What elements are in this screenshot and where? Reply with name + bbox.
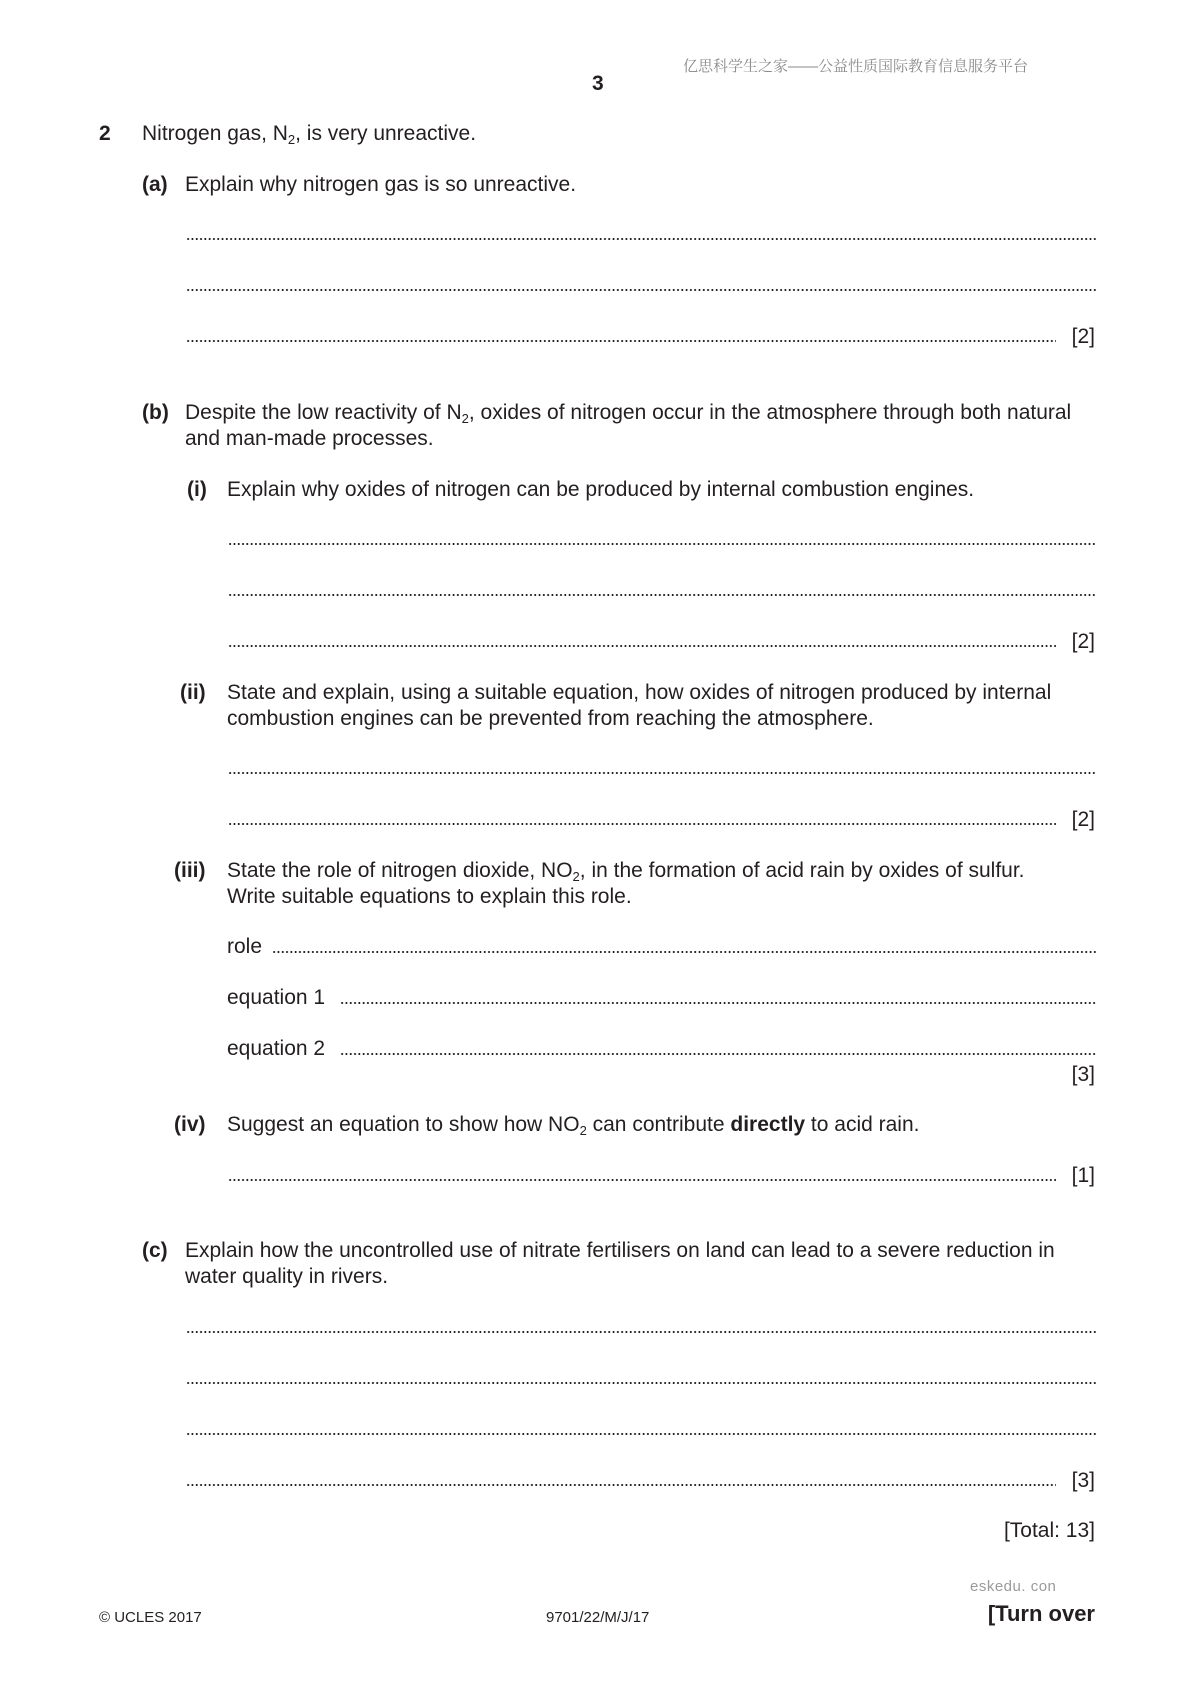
answer-line[interactable] bbox=[228, 1179, 1056, 1181]
role-label: role bbox=[227, 935, 263, 958]
part-b-i-marks: [2] bbox=[1071, 630, 1095, 653]
part-b-ii-label: (ii) bbox=[180, 681, 206, 704]
answer-line[interactable] bbox=[186, 238, 1096, 240]
part-b-label: (b) bbox=[142, 401, 169, 424]
part-c-text-line2: water quality in rivers. bbox=[185, 1265, 389, 1288]
part-c-text-line1: Explain how the uncontrolled use of nitrate fertilisers on land can lead to a severe reduction in bbox=[185, 1239, 1055, 1262]
answer-line[interactable] bbox=[186, 1433, 1096, 1435]
answer-line[interactable] bbox=[186, 289, 1096, 291]
header-watermark: 亿思科学生之家——公益性质国际教育信息服务平台 bbox=[683, 58, 1029, 75]
part-c-label: (c) bbox=[142, 1239, 168, 1262]
part-c-marks: [3] bbox=[1071, 1469, 1095, 1492]
answer-line[interactable] bbox=[228, 543, 1096, 545]
answer-line[interactable] bbox=[186, 1382, 1096, 1384]
total-marks: [Total: 13] bbox=[1003, 1519, 1095, 1542]
question-number: 2 bbox=[99, 122, 111, 145]
part-b-iv-label: (iv) bbox=[174, 1113, 206, 1136]
part-a-marks: [2] bbox=[1071, 325, 1095, 348]
part-b-ii-text-line1: State and explain, using a suitable equation, how oxides of nitrogen produced by internal bbox=[227, 681, 1052, 704]
page-number: 3 bbox=[592, 72, 604, 95]
part-b-ii-marks: [2] bbox=[1071, 808, 1095, 831]
part-b-text-line2: and man-made processes. bbox=[185, 427, 434, 450]
answer-line[interactable] bbox=[186, 340, 1056, 342]
equation-2-answer-line[interactable] bbox=[340, 1053, 1096, 1055]
part-b-i-text: Explain why oxides of nitrogen can be produced by internal combustion engines. bbox=[227, 478, 975, 501]
equation-1-answer-line[interactable] bbox=[340, 1002, 1096, 1004]
part-b-iv-text: Suggest an equation to show how $NO_2$ can contribute directly to acid rain. bbox=[227, 1113, 920, 1138]
part-b-text-line1: Despite the low reactivity of $N_2$, oxides of nitrogen occur in the atmosphere through both natural bbox=[185, 401, 1072, 426]
answer-line[interactable] bbox=[228, 594, 1096, 596]
question-stem: Nitrogen gas, $N_2$, is very unreactive. bbox=[142, 122, 477, 147]
part-b-iii-marks: [3] bbox=[1071, 1063, 1095, 1086]
part-b-iii-text-line2: Write suitable equations to explain this role. bbox=[227, 885, 632, 908]
answer-line[interactable] bbox=[186, 1331, 1096, 1333]
turn-over: [Turn over bbox=[987, 1601, 1095, 1626]
answer-line[interactable] bbox=[228, 645, 1056, 647]
answer-line[interactable] bbox=[186, 1484, 1056, 1486]
part-a-text: Explain why nitrogen gas is so unreactive. bbox=[185, 173, 577, 196]
part-a-label: (a) bbox=[142, 173, 168, 196]
equation-1-label: equation 1 bbox=[227, 986, 326, 1009]
part-b-iii-label: (iii) bbox=[174, 859, 206, 882]
footer-site-watermark: eskedu. con bbox=[970, 1578, 1057, 1595]
footer-paper-code: 9701/22/M/J/17 bbox=[546, 1609, 650, 1626]
part-b-i-label: (i) bbox=[187, 478, 207, 501]
part-b-iv-marks: [1] bbox=[1071, 1164, 1095, 1187]
footer-copyright: © UCLES 2017 bbox=[99, 1609, 202, 1626]
part-b-ii-text-line2: combustion engines can be prevented from reaching the atmosphere. bbox=[227, 707, 874, 730]
part-b-iii-text-line1: State the role of nitrogen dioxide, $NO_2$, in the formation of acid rain by oxides of sulfur. bbox=[227, 859, 1025, 884]
answer-line[interactable] bbox=[228, 772, 1096, 774]
role-answer-line[interactable] bbox=[272, 951, 1096, 953]
answer-line[interactable] bbox=[228, 823, 1056, 825]
equation-2-label: equation 2 bbox=[227, 1037, 326, 1060]
